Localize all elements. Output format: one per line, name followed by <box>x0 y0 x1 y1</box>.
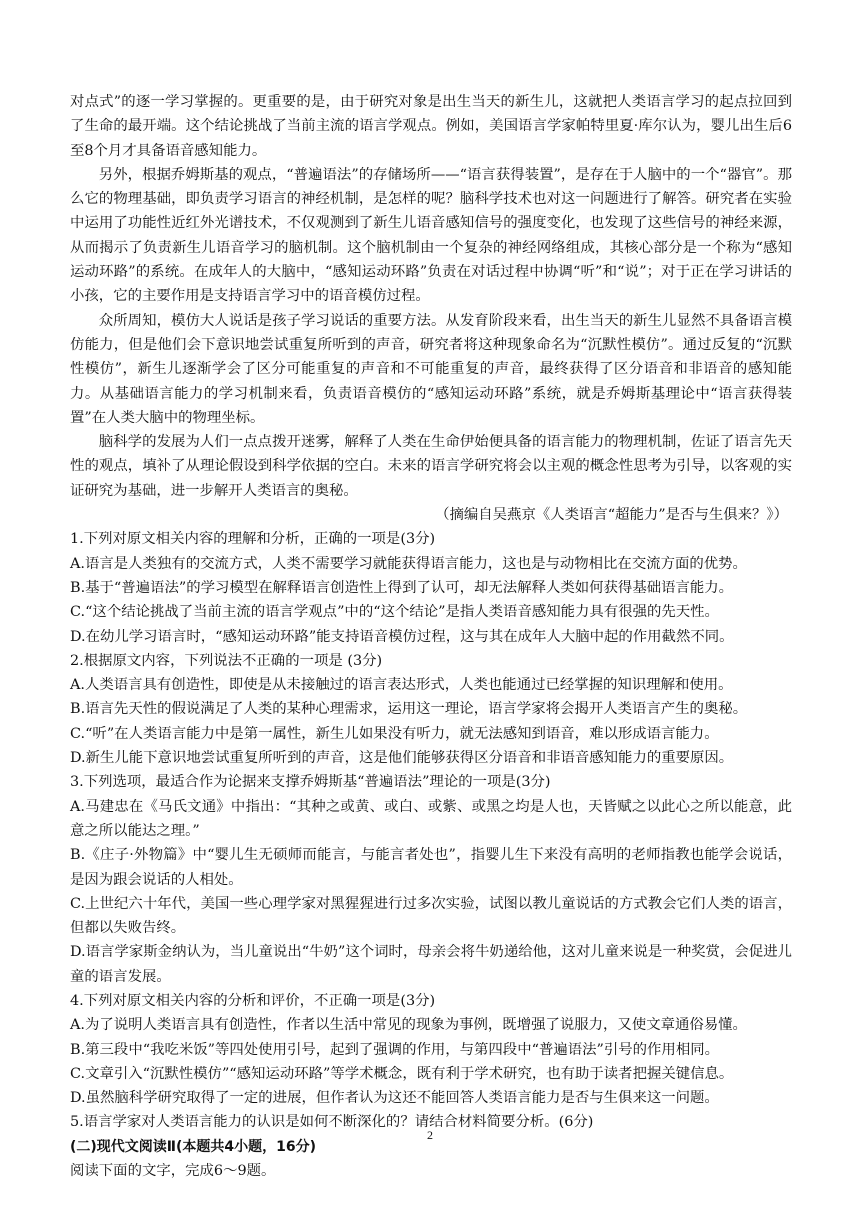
answer-option: C.上世纪六十年代，美国一些心理学家对黑猩猩进行过多次实验，试图以教儿童说话的方式教会它们人类的语言，但都以失败告终。 <box>70 895 792 937</box>
section-instruction: 阅读下面的文字，完成6～9题。 <box>70 1163 276 1180</box>
answer-option: B.基于“普遍语法”的学习模型在解释语言创造性上得到了认可，却无法解释人类如何获得基础语言能力。 <box>70 579 734 596</box>
passage-paragraph: 众所周知，模仿大人说话是孩子学习说话的重要方法。从发育阶段来看，出生当天的新生儿显然不具备语言模仿能力，但是他们会下意识地尝试重复所听到的声音，研究者将这种现象命名为“沉默性模仿”。通过反复的“沉默性模仿”，新生儿逐渐学会了区分可能重复的声音和不可能重复的声音，最终获得了区分语音和非语音的感知能力。从基础语言能力的学习机制来看，负责语音模仿的“感知运动环路”系统，就是乔姆斯基理论中“语言获得装置”在人类大脑中的物理坐标。 <box>70 312 792 426</box>
question-4 <box>70 989 792 1110</box>
answer-option: A.语言是人类独有的交流方式，人类不需要学习就能获得语言能力，这也是与动物相比在交流方面的优势。 <box>70 555 747 572</box>
question-3 <box>70 770 792 989</box>
answer-option: A.人类语言具有创造性，即使是从未接触过的语言表达形式，人类也能通过已经掌握的知识理解和使用。 <box>70 677 733 694</box>
question-stem: 1.下列对原文相关内容的理解和分析，正确的一项是(3分) <box>70 531 436 548</box>
question-stem: 4.下列对原文相关内容的分析和评价，不正确一项是(3分) <box>70 992 436 1009</box>
document-page <box>70 90 792 1183</box>
answer-option: C.“这个结论挑战了当前主流的语言学观点”中的“这个结论”是指人类语音感知能力具有很强的先天性。 <box>70 604 719 621</box>
answer-option: B.《庄子·外物篇》中“婴儿生无硕师而能言，与能言者处也”，指婴儿生下来没有高明的老师指教也能学会说话，是因为跟会说话的人相处。 <box>70 847 792 888</box>
answer-option: B.第三段中“我吃米饭”等四处使用引号，起到了强调的作用，与第四段中“普遍语法”引号的作用相同。 <box>70 1041 719 1058</box>
passage-paragraph: 对点式”的逐一学习掌握的。更重要的是，由于研究对象是出生当天的新生儿，这就把人类语言学习的起点拉回到了生命的最开端。这个结论挑战了当前主流的语言学观点。例如，美国语言学家帕特里夏·库尔认为，婴儿出生后6至8个月才具备语音感知能力。 <box>70 94 792 159</box>
passage-paragraph: 脑科学的发展为人们一点点拨开迷雾，解释了人类在生命伊始便具备的语言能力的物理机制，佐证了语言先天性的观点，填补了从理论假设到科学依据的空白。未来的语言学研究将会以主观的概念性思考为引导，以客观的实证研究为基础，进一步解开人类语言的奥秘。 <box>70 434 792 499</box>
section-heading: (二)现代文阅读Ⅱ(本题共4小题，16分) <box>70 1138 317 1155</box>
question-stem: 2.根据原文内容，下列说法不正确的一项是 (3分) <box>70 652 383 669</box>
page-number: 2 <box>427 1128 433 1142</box>
answer-option: C.文章引入“沉默性模仿”“感知运动环路”等学术概念，既有利于学术研究，也有助于读者把握关键信息。 <box>70 1065 734 1082</box>
answer-option: A.为了说明人类语言具有创造性，作者以生活中常见的现象为事例，既增强了说服力，又使文章通俗易懂。 <box>70 1017 747 1034</box>
answer-option: D.语言学家斯金纳认为，当儿童说出“牛奶”这个词时，母亲会将牛奶递给他，这对儿童来说是一种奖赏，会促进儿童的语言发展。 <box>70 944 792 985</box>
question-1 <box>70 527 792 648</box>
answer-option: D.新生儿能下意识地尝试重复所听到的声音，这是他们能够获得区分语音和非语音感知能力的重要原因。 <box>70 750 734 767</box>
question-2 <box>70 649 792 770</box>
answer-option: B.语言先天性的假说满足了人类的某种心理需求，运用这一理论，语言学家将会揭开人类语言产生的奥秘。 <box>70 701 748 718</box>
passage-paragraph: 另外，根据乔姆斯基的观点，“普遍语法”的存储场所——“语言获得装置”，是存在于人脑中的一个“器官”。那么它的物理基础，即负责学习语言的神经机制，是怎样的呢？脑科学技术也对这一问题进行了解答。研究者在实验中运用了功能性近红外光谱技术，不仅观测到了新生儿语音感知信号的强度变化，也发现了这些信号的神经来源，从而揭示了负责新生儿语音学习的脑机制。这个脑机制由一个复杂的神经网络组成，其核心部分是一个称为“感知运动环路”的系统。在成年人的大脑中，“感知运动环路”负责在对话过程中协调“听”和“说”；对于正在学习讲话的小孩，它的主要作用是支持语言学习中的语音模仿过程。 <box>70 166 792 305</box>
answer-option: D.在幼儿学习语言时，“感知运动环路”能支持语音模仿过程，这与其在成年人大脑中起的作用截然不同。 <box>70 628 734 645</box>
reading-passage <box>70 90 792 527</box>
answer-option: D.虽然脑科学研究取得了一定的进展，但作者认为这还不能回答人类语言能力是否与生俱来这一问题。 <box>70 1090 719 1107</box>
question-stem: 5.语言学家对人类语言能力的认识是如何不断深化的？请结合材料简要分析。(6分) <box>70 1114 594 1131</box>
answer-option: C.“听”在人类语言能力中是第一属性，新生儿如果没有听力，就无法感知到语音，难以形成语言能力。 <box>70 725 719 742</box>
answer-option: A.马建忠在《马氏文通》中指出：“其种之或黄、或白、或紫、或黑之均是人也，天皆赋之以此心之所以能意，此意之所以能达之理。” <box>70 798 792 839</box>
passage-source-citation: （摘编自吴燕京《人类语言“超能力”是否与生俱来？》） <box>435 507 788 524</box>
question-stem: 3.下列选项，最适合作为论据来支撑乔姆斯基“普遍语法”理论的一项是(3分) <box>70 774 551 791</box>
